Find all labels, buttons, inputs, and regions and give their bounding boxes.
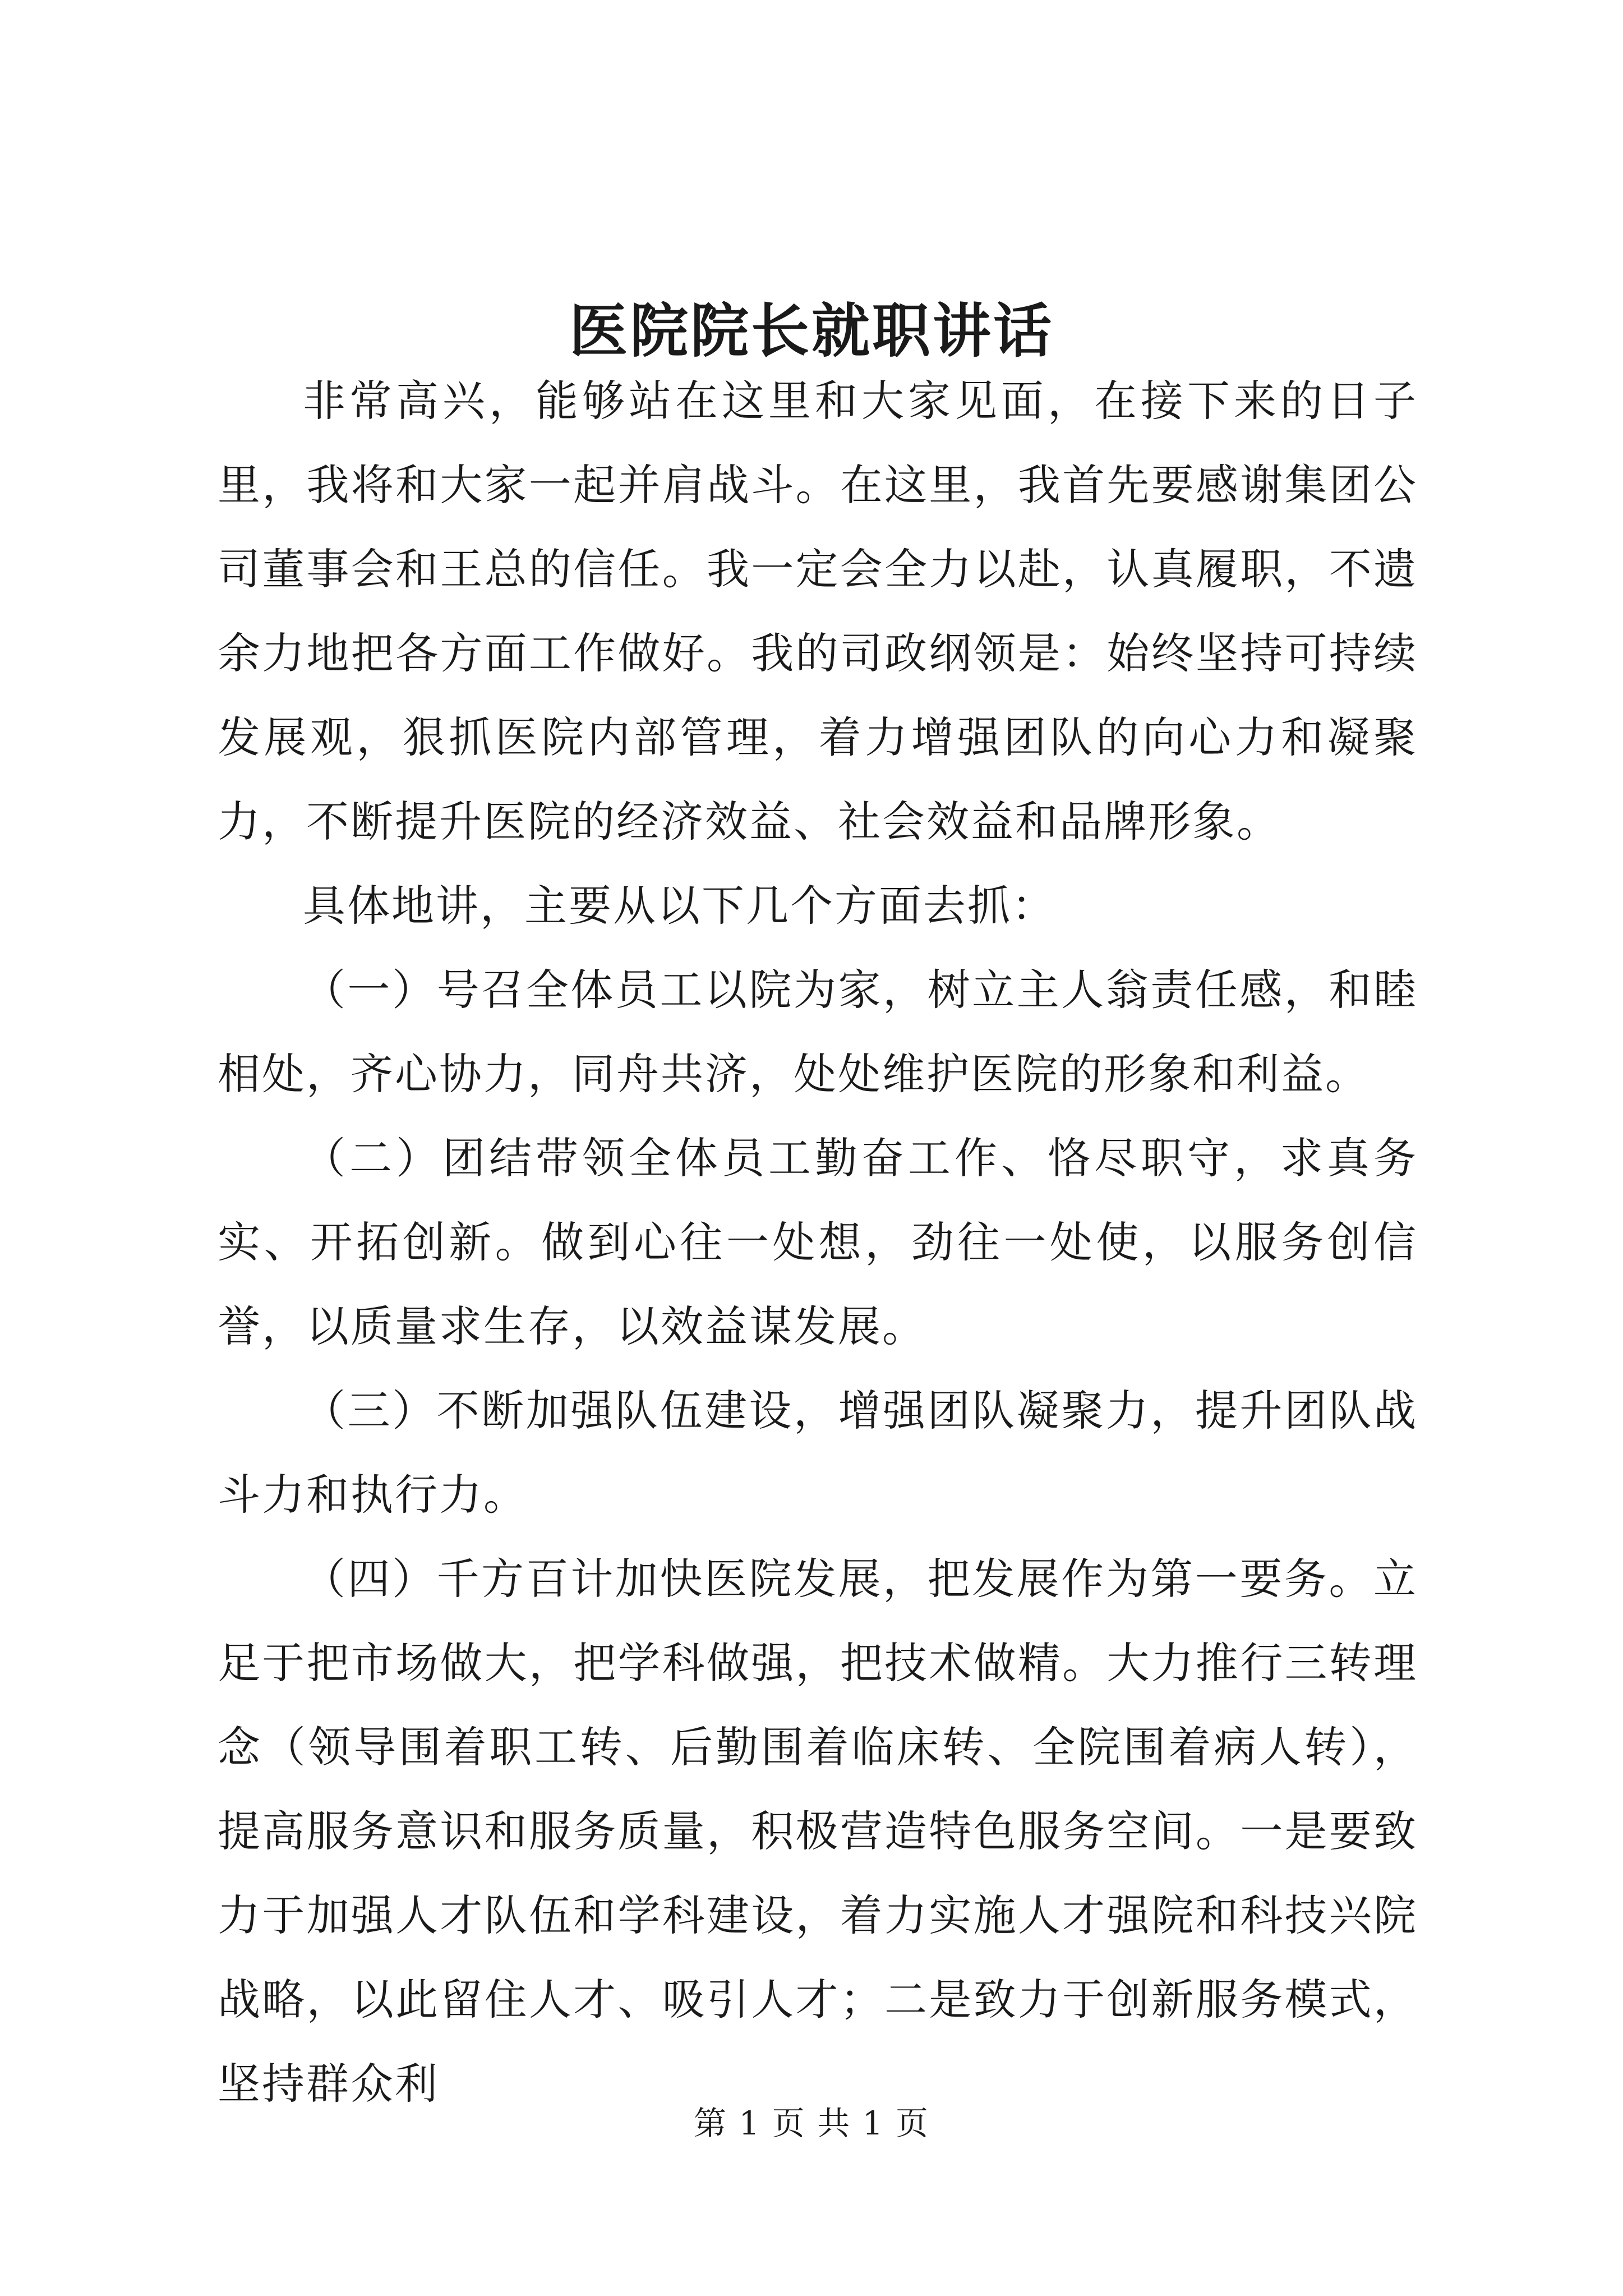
paragraph-overview: 具体地讲，主要从以下几个方面去抓：: [303, 881, 1056, 931]
document-body: [218, 359, 1418, 2126]
page-footer: 第 1 页 共 1 页: [694, 2104, 929, 2142]
paragraph-intro: 非常高兴，能够站在这里和大家见面，在接下来的日子里，我将和大家一起并肩战斗。在这里，我首先要感谢集团公司董事会和王总的信任。我一定会全力以赴，认真履职，不遗余力地把各方面工作做好。我的司政纲领是：始终坚持可持续发展观，狠抓医院内部管理，着力增强团队的向心力和凝聚力，不断提升医院的经济效益、社会效益和品牌形象。: [218, 376, 1418, 846]
paragraph-point-1: （一）号召全体员工以院为家，树立主人翁责任感，和睦相处，齐心协力，同舟共济，处处维护医院的形象和利益。: [218, 965, 1418, 1099]
paragraph-point-2: （二）团结带领全体员工勤奋工作、恪尽职守，求真务实、开拓创新。做到心往一处想，劲往一处使，以服务创信誉，以质量求生存，以效益谋发展。: [218, 1133, 1418, 1351]
paragraph-point-4: （四）千方百计加快医院发展，把发展作为第一要务。立足于把市场做大，把学科做强，把技术做精。大力推行三转理念（领导围着职工转、后勤围着临床转、全院围着病人转），提高服务意识和服务质量，积极营造特色服务空间。一是要致力于加强人才队伍和学科建设，着力实施人才强院和科技兴院战略，以此留住人才、吸引人才；二是致力于创新服务模式，坚持群众利: [218, 1554, 1418, 2109]
paragraph-point-3: （三）不断加强队伍建设，增强团队凝聚力，提升团队战斗力和执行力。: [218, 1386, 1418, 1520]
document-title: 医院院长就职讲话: [569, 296, 1054, 365]
